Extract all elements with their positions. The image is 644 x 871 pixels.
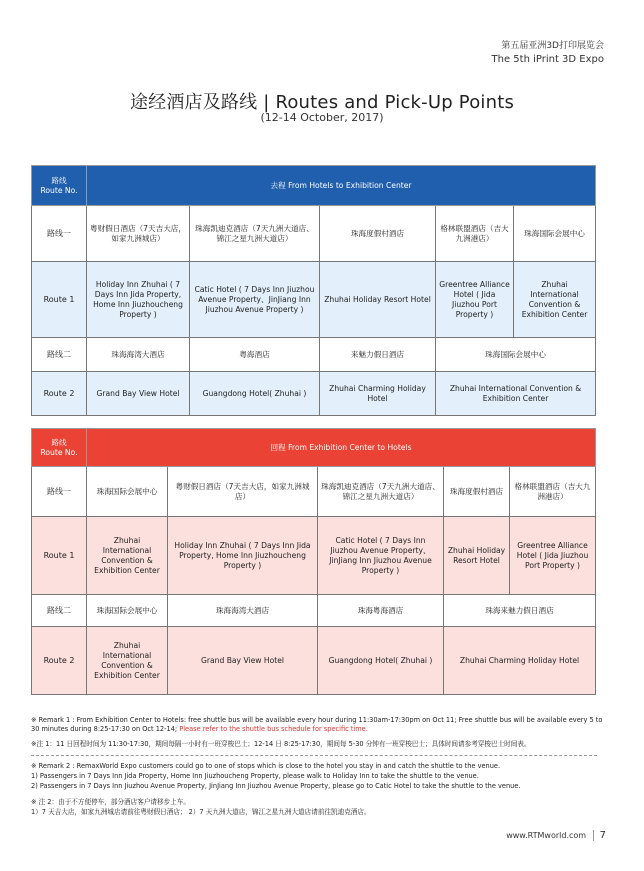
stop-cell: Catic Hotel ( 7 Days Inn Jiuzhou Avenue Property、JinJiang Inn Jiuzhou Avenue Property ) (190, 262, 320, 338)
stop-cell: Zhuhai International Convention & Exhibition Center (87, 517, 168, 595)
stop-cell: Catic Hotel ( 7 Days Inn Jiuzhou Avenue Property、JinJiang Inn Jiuzhou Avenue Property ) (318, 517, 444, 595)
footer-url: www.RTMworld.com (506, 831, 587, 840)
table-row (32, 372, 596, 416)
stop-cell: 珠海海湾大酒店 (168, 595, 318, 627)
table-row (32, 338, 596, 372)
stop-cell: 珠海凯迪克酒店（7天九洲大道店、锦江之星九洲大道店） (318, 467, 444, 517)
expo-header (492, 40, 604, 66)
stop-cell: 珠海国际会展中心 (436, 338, 596, 372)
stop-cell: Guangdong Hotel( Zhuhai ) (318, 627, 444, 695)
remark-2-item-1: 1) Passengers in 7 Days Inn Jida Property, Home Inn Jiuzhoucheng Property, please walk to Holiday Inn to take the shuttle to the venue. (31, 772, 479, 780)
note-1-cn: ※注 1：11 日回程时间为 11:30-17:30，期间每隔一小时有一班穿梭巴士；12-14 日 8:25-17:30，期间每 5-30 分钟有一班穿梭巴士；具体时间请参考穿梭巴士时间表。 (31, 740, 531, 748)
stop-cell: 粤财假日酒店（7天吉大店，如家九洲城店） (168, 467, 318, 517)
table-header-row (32, 166, 596, 206)
stop-cell: 珠海凯迪克酒店（7天九洲大道店、锦江之星九洲大道店） (190, 206, 320, 262)
page-footer (506, 830, 606, 841)
remark-1 (31, 716, 606, 735)
stop-cell: Zhuhai Charming Holiday Hotel (444, 627, 596, 695)
table-header-row (32, 429, 596, 467)
stop-cell: Grand Bay View Hotel (87, 372, 190, 416)
route-no-header (32, 429, 87, 467)
route-label: 路线一 (32, 206, 87, 262)
route-no-header (32, 166, 87, 206)
page-subtitle: (12-14 October, 2017) (260, 111, 384, 124)
stop-cell: 珠海海湾大酒店 (87, 338, 190, 372)
table-heading: 回程 From Exhibition Center to Hotels (87, 429, 596, 467)
stop-cell: Zhuhai International Convention & Exhibition Center (87, 627, 168, 695)
routes-to-hotels-table (31, 428, 596, 695)
stop-cell: 珠海度假村酒店 (320, 206, 436, 262)
remark-2: ※ Remark 2 : RemaxWorld Expo customers could go to one of stops which is close to the hotel you stay in and catch the shuttle to the venue. (31, 762, 501, 770)
routes-to-exhibition-table (31, 165, 596, 416)
stop-cell: Zhuhai Charming Holiday Hotel (320, 372, 436, 416)
stop-cell: Zhuhai Holiday Resort Hotel (320, 262, 436, 338)
stop-cell: Holiday Inn Zhuhai ( 7 Days Inn Jida Property, Home Inn Jiuzhoucheng Property ) (87, 262, 190, 338)
route-label-cn: 路线 (51, 175, 67, 185)
stop-cell: 珠海来魅力假日酒店 (444, 595, 596, 627)
stop-cell: 珠海国际会展中心 (87, 467, 168, 517)
stop-cell: 珠海度假村酒店 (444, 467, 510, 517)
stop-cell: 来魅力假日酒店 (320, 338, 436, 372)
stop-cell: Grand Bay View Hotel (168, 627, 318, 695)
remark-1-red-text: Please refer to the shuttle bus schedule for specific time. (179, 725, 368, 734)
stop-cell: 珠海国际会展中心 (514, 206, 596, 262)
stop-cell: 格林联盟酒店（吉大九洲港店） (510, 467, 596, 517)
remark-2-item-2: 2) Passengers in 7 Days Inn Jiuzhou Avenue Property, JinJiang Inn Jiuzhou Avenue Property, please go to Catic Hotel to take the shuttle to the venue. (31, 782, 521, 790)
stop-cell: Zhuhai Holiday Resort Hotel (444, 517, 510, 595)
route-label: Route 2 (32, 627, 87, 695)
stop-cell: Guangdong Hotel( Zhuhai ) (190, 372, 320, 416)
note-2-cn: ※ 注 2：由于不方便停车，部分酒店客户请移步上车。 (31, 798, 190, 806)
stop-cell: Greentree Alliance Hotel ( Jida Jiuzhou Port Property ) (436, 262, 514, 338)
table-heading: 去程 From Hotels to Exhibition Center (87, 166, 596, 206)
note-2-cn-detail: 1）7 天吉大店，如家九洲城店请前往粤财假日酒店； 2）7 天九洲大道店，锦江之星九洲大道店请前往凯迪克酒店。 (31, 808, 371, 816)
stop-cell: 珠海国际会展中心 (87, 595, 168, 627)
stop-cell: Zhuhai International Convention & Exhibition Center (436, 372, 596, 416)
table-row (32, 262, 596, 338)
table-row (32, 517, 596, 595)
route-label: 路线二 (32, 338, 87, 372)
route-label-en: Route No. (40, 185, 78, 195)
route-label: Route 2 (32, 372, 87, 416)
stop-cell: Zhuhai International Convention & Exhibition Center (514, 262, 596, 338)
stop-cell: 格林联盟酒店（吉大九洲港店） (436, 206, 514, 262)
stop-cell: Greentree Alliance Hotel ( Jida Jiuzhou Port Property ) (510, 517, 596, 595)
expo-header-en: The 5th iPrint 3D Expo (491, 54, 604, 65)
route-label-en: Route No. (40, 447, 78, 457)
table-row (32, 627, 596, 695)
stop-cell: Holiday Inn Zhuhai ( 7 Days Inn Jida Property, Home Inn Jiuzhoucheng Property ) (168, 517, 318, 595)
route-label-cn: 路线 (51, 437, 67, 447)
stop-cell: 粤海酒店 (190, 338, 320, 372)
page-number: 7 (593, 830, 606, 841)
route-label: 路线二 (32, 595, 87, 627)
expo-header-cn: 第五届亚洲3D打印展览会 (501, 41, 604, 51)
table-row (32, 467, 596, 517)
divider (31, 755, 597, 756)
route-label: 路线一 (32, 467, 87, 517)
route-label: Route 1 (32, 262, 87, 338)
page-title: 途经酒店及路线 | Routes and Pick-Up Points (129, 92, 515, 113)
stop-cell: 粤财假日酒店（7天吉大店，如家九洲城店） (87, 206, 190, 262)
table-row (32, 595, 596, 627)
stop-cell: 珠海粤海酒店 (318, 595, 444, 627)
table-row (32, 206, 596, 262)
route-label: Route 1 (32, 517, 87, 595)
remark-1-text: ※ Remark 1 : From Exhibition Center to Hotels: free shuttle bus will be available every hour during 11:30am-17:30pm on Oct 11; Free shuttle bus will be available every 5 to 30 minutes during 8:25-17:30 on Oct 12-14; (31, 716, 603, 734)
